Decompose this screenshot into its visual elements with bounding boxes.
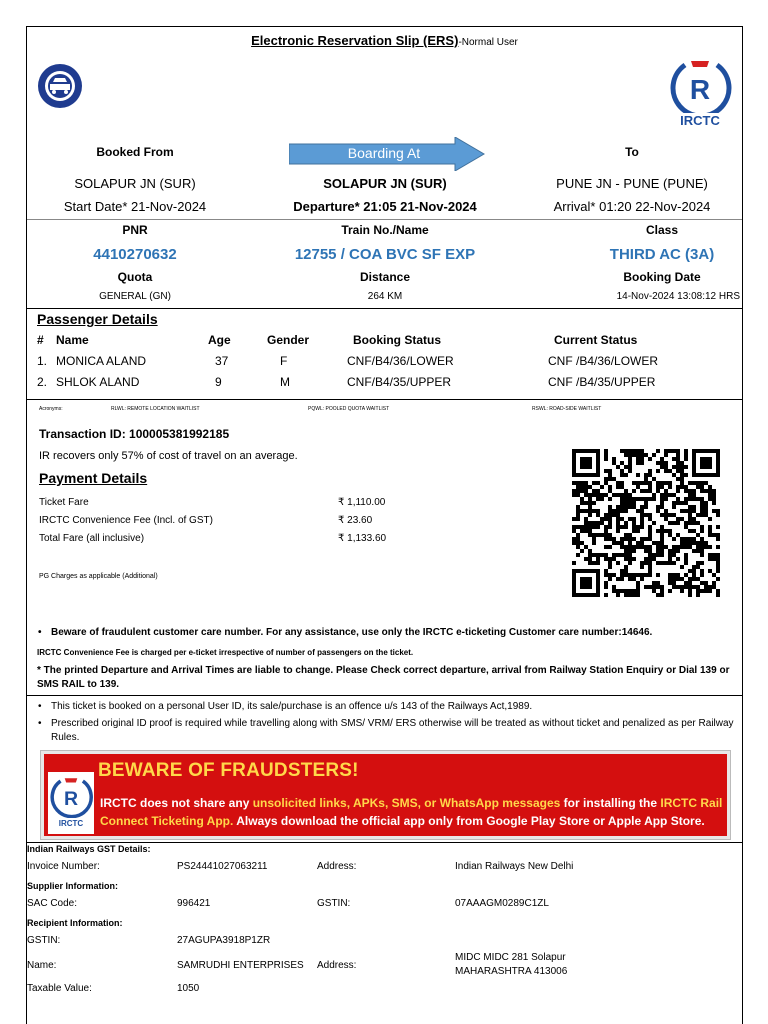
from-station: SOLAPUR JN (SUR)	[74, 176, 196, 191]
start-date: Start Date* 21-Nov-2024	[63, 199, 207, 214]
col-current-status: Current Status	[554, 333, 638, 347]
banner-msg-part: for installing the	[560, 796, 661, 810]
banner-msg-highlight: unsolicited links, APKs, SMS, or WhatsApp messages	[252, 796, 561, 810]
fraud-warning: • Beware of fraudulent customer care number. For any assistance, use only the IRCTC e-ticketing Customer care number:14646.	[51, 627, 741, 638]
divider	[27, 842, 742, 843]
sac-value: 996421	[177, 898, 211, 909]
recipient-address-line1: MIDC MIDC 281 Solapur	[455, 952, 566, 963]
banner-irctc-logo	[48, 772, 94, 834]
qr-code	[571, 445, 721, 601]
recipient-gstin-value: 27AGUPA3918P1ZR	[177, 935, 271, 946]
slip-title: Electronic Reservation Slip (ERS)	[251, 33, 459, 48]
recipient-title: Recipient Information:	[27, 918, 123, 928]
address-label: Address:	[317, 861, 357, 872]
taxable-label: Taxable Value:	[27, 983, 92, 994]
total-fare-value: ₹ 1,133.60	[338, 533, 387, 544]
table-row	[27, 375, 742, 394]
gst-title: Indian Railways GST Details:	[27, 844, 151, 854]
col-no: #	[37, 333, 44, 347]
passenger-booking-status: CNF/B4/36/LOWER	[347, 354, 454, 368]
col-name: Name	[56, 333, 89, 347]
convenience-fee-label: IRCTC Convenience Fee (Incl. of GST)	[39, 515, 213, 526]
irctc-logo-text: IRCTC	[680, 113, 720, 128]
svg-text:R: R	[689, 74, 711, 105]
ers-slip	[26, 26, 743, 1024]
total-fare-label: Total Fare (all inclusive)	[39, 533, 145, 544]
taxable-value: 1050	[177, 983, 200, 994]
acronyms-row	[27, 406, 742, 414]
arrival: Arrival* 01:20 22-Nov-2024	[553, 199, 711, 214]
passenger-gender: M	[280, 375, 290, 389]
indian-railways-logo	[37, 63, 83, 109]
boarding-station: SOLAPUR JN (SUR)	[323, 176, 447, 191]
banner-msg-part: Always download the official app only from Google Play Store or Apple App Store.	[233, 814, 705, 828]
ticket-fare-value: ₹ 1,110.00	[338, 497, 386, 508]
transaction-id: Transaction ID: 100005381992185	[39, 427, 230, 441]
recipient-address-label: Address:	[317, 960, 357, 971]
acronym-pqwl: PQWL: POOLED QUOTA WAITLIST	[308, 406, 390, 412]
banner-logo-text: IRCTC	[58, 819, 84, 828]
col-booking-status: Booking Status	[353, 333, 442, 347]
passenger-age: 9	[215, 375, 222, 389]
pnr-label: PNR	[122, 223, 148, 237]
name-label: Name:	[27, 960, 57, 971]
convenience-fee-note: IRCTC Convenience Fee is charged per e-ticket irrespective of number of passengers on the ticket.	[37, 648, 414, 657]
gstin-label: GSTIN:	[317, 898, 351, 909]
payment-section-title: Payment Details	[39, 470, 148, 486]
fraud-banner	[41, 751, 730, 839]
quota-label: Quota	[117, 270, 153, 284]
slip-title-suffix: -Normal User	[458, 37, 518, 48]
address-value: Indian Railways New Delhi	[455, 861, 574, 872]
divider	[27, 219, 742, 220]
personal-id-note: • This ticket is booked on a personal User ID, its sale/purchase is an offence u/s 143 of the Railways Act,1989.	[51, 701, 741, 712]
train-label: Train No./Name	[341, 223, 429, 237]
pg-charges-note: PG Charges as applicable (Additional)	[39, 573, 158, 580]
banner-msg-part: IRCTC does not share any	[100, 796, 253, 810]
gstin-value: 07AAAGM0289C1ZL	[455, 898, 549, 909]
booked-from-label: Booked From	[96, 145, 174, 159]
passenger-no: 2.	[37, 375, 48, 389]
divider	[27, 308, 742, 309]
booking-date-label: Booking Date	[623, 270, 701, 284]
banner-message	[100, 794, 725, 830]
class-value: THIRD AC (3A)	[609, 246, 715, 263]
banner-headline: BEWARE OF FRAUDSTERS!	[98, 760, 359, 781]
passenger-no: 1.	[37, 354, 48, 368]
distance-value: 264 KM	[367, 291, 403, 302]
supplier-title: Supplier Information:	[27, 881, 118, 891]
invoice-label: Invoice Number:	[27, 861, 100, 872]
pnr-value: 4410270632	[93, 246, 177, 263]
train-value: 12755 / COA BVC SF EXP	[294, 246, 476, 263]
acronyms-label: Acronyms:	[39, 406, 63, 412]
recipient-address-line2: MAHARASHTRA 413006	[455, 966, 568, 977]
booking-date-value: 14-Nov-2024 13:08:12 HRS	[616, 291, 740, 302]
ir-recovery-note: IR recovers only 57% of cost of travel on an average.	[39, 450, 298, 462]
distance-label: Distance	[359, 270, 411, 284]
name-value: SAMRUDHI ENTERPRISES	[177, 960, 304, 971]
passenger-section-title: Passenger Details	[37, 311, 158, 327]
boarding-arrow	[289, 137, 485, 171]
col-gender: Gender	[267, 333, 310, 347]
boarding-at-label: Boarding At	[347, 145, 421, 161]
passenger-name: MONICA ALAND	[56, 354, 147, 368]
table-row	[27, 354, 742, 373]
times-note: * The printed Departure and Arrival Times are liable to change. Please Check correct departure, arrival from Railway Station Enquiry or Dial 139 or SMS RAIL to 139.	[37, 665, 730, 690]
banner-msg-highlight: IRCTC Rail Connect Ticketing App.	[100, 796, 723, 828]
id-proof-note: • Prescribed original ID proof is required while travelling along with SMS/ VRM/ ERS otherwise will be treated as without ticket and penalized as per Railway Rules.	[51, 717, 741, 745]
acronym-rlwl: RLWL: REMOTE LOCATION WAITLIST	[111, 406, 200, 412]
convenience-fee-value: ₹ 23.60	[338, 515, 373, 526]
passenger-gender: F	[280, 354, 288, 368]
passenger-current-status: CNF /B4/35/UPPER	[548, 375, 656, 389]
ticket-fare-label: Ticket Fare	[39, 497, 89, 508]
invoice-value: PS24441027063211	[177, 861, 268, 872]
passenger-age: 37	[215, 354, 229, 368]
departure: Departure* 21:05 21-Nov-2024	[293, 199, 477, 214]
passenger-name: SHLOK ALAND	[56, 375, 140, 389]
class-label: Class	[645, 223, 679, 237]
quota-value: GENERAL (GN)	[99, 291, 171, 302]
to-station: PUNE JN - PUNE (PUNE)	[556, 176, 708, 191]
divider	[27, 695, 742, 696]
svg-text:R: R	[63, 787, 79, 810]
sac-label: SAC Code:	[27, 898, 78, 909]
slip-title-row	[27, 33, 742, 48]
passenger-table-header	[27, 333, 742, 352]
passenger-current-status: CNF /B4/36/LOWER	[548, 354, 659, 368]
recipient-gstin-label: GSTIN:	[27, 935, 61, 946]
to-label: To	[625, 145, 639, 159]
irctc-logo	[667, 57, 733, 129]
passenger-booking-status: CNF/B4/35/UPPER	[347, 375, 452, 389]
col-age: Age	[208, 333, 231, 347]
acronym-rswl: RSWL: ROAD-SIDE WAITLIST	[532, 406, 602, 412]
divider	[27, 399, 742, 400]
